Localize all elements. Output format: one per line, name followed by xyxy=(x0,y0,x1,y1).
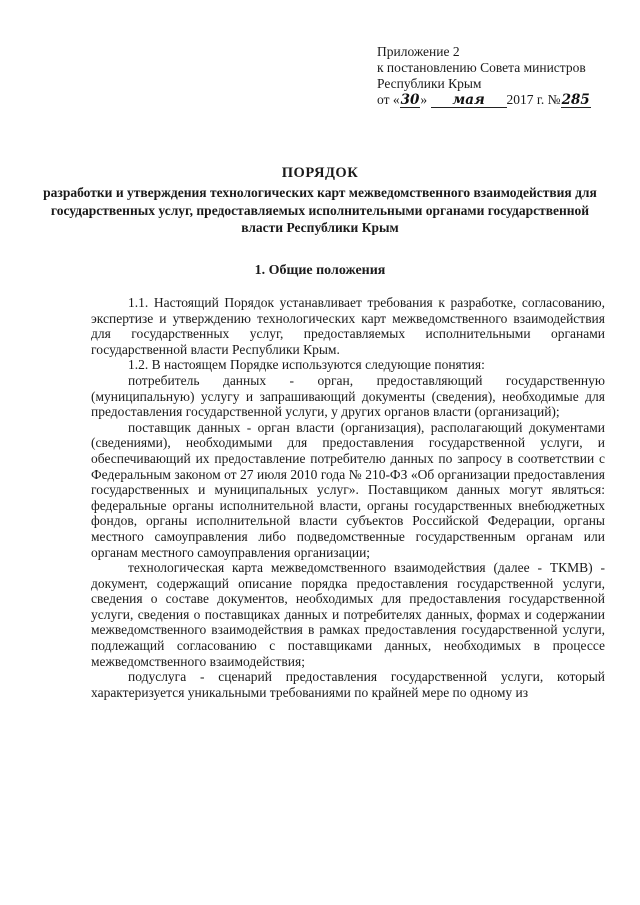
date-prefix: от « xyxy=(377,92,400,107)
date-year: 2017 г. № xyxy=(506,92,561,107)
paragraph-1-2: 1.2. В настоящем Порядке используются следующие понятия: xyxy=(128,357,485,373)
appendix-header xyxy=(377,44,627,108)
appendix-decree-reference: к постановлению Совета министров xyxy=(377,60,586,75)
document-body xyxy=(91,295,605,700)
paragraph-1-1: 1.1. Настоящий Порядок устанавливает требования к разработке, согласованию, экспертизе и утверждению технологических карт межведомственного взаимодействия для государственных услуг, предоставляемых исполнительными органами государственной власти Республики Крым. xyxy=(91,295,605,357)
section-heading: 1. Общие положения xyxy=(254,263,386,278)
decree-number-handwritten: 285 xyxy=(561,92,590,108)
definition-tkmv: технологическая карта межведомственного взаимодействия (далее - ТКМВ) - документ, содержащий описание порядка предоставления государственной услуги, сведения о составе документов, необходимых для предоставления государственной услуги, сведения о поставщиках данных и потребителях данных, формах и содержании межведомственного взаимодействия в рамках предоставления государственной услуги, подлежащий согласованию с поставщиками данных, необходимых в процессе межведомственного взаимодействия; xyxy=(91,560,605,669)
definition-subservice: подуслуга - сценарий предоставления государственной услуги, который характеризуется уникальными требованиями по крайней мере по одному из xyxy=(91,669,605,700)
date-month-handwritten: мая xyxy=(431,94,507,108)
definition-data-consumer: потребитель данных - орган, предоставляющий государственную (муниципальную) услугу и запрашивающий документы (сведения), необходимые для предоставления государственной услуги, у других органов власти (организаций); xyxy=(91,372,605,420)
document-title xyxy=(40,164,600,237)
appendix-date-line xyxy=(377,92,627,108)
date-mid: » xyxy=(420,92,428,107)
appendix-label: Приложение 2 xyxy=(377,44,460,59)
title-subtitle: разработки и утверждения технологических карт межведомственного взаимодействия для государственных услуг, предоставляемых исполнительными органами государственной власти Республики Крым xyxy=(43,185,597,235)
title-main: ПОРЯДОК xyxy=(281,165,359,181)
appendix-republic: Республики Крым xyxy=(377,76,482,91)
date-day-handwritten: 30 xyxy=(400,92,420,108)
definition-data-provider: поставщик данных - орган власти (организация), располагающий документами (сведениями), необходимыми для предоставления государственной услуги, и обеспечивающий их предоставление потребителю данных по запросу в соответствии с Федеральным законом от 27 июля 2010 года № 210-ФЗ «Об организации предоставления государственных и муниципальных услуг». Поставщиком данных могут являться: федеральные органы исполнительной власти, органы государственных внебюджетных фондов, органы исполнительной власти субъектов Российской Федерации, органы местного самоуправления либо подведомственные государственным органам или органам местного самоуправления организации; xyxy=(91,419,605,560)
